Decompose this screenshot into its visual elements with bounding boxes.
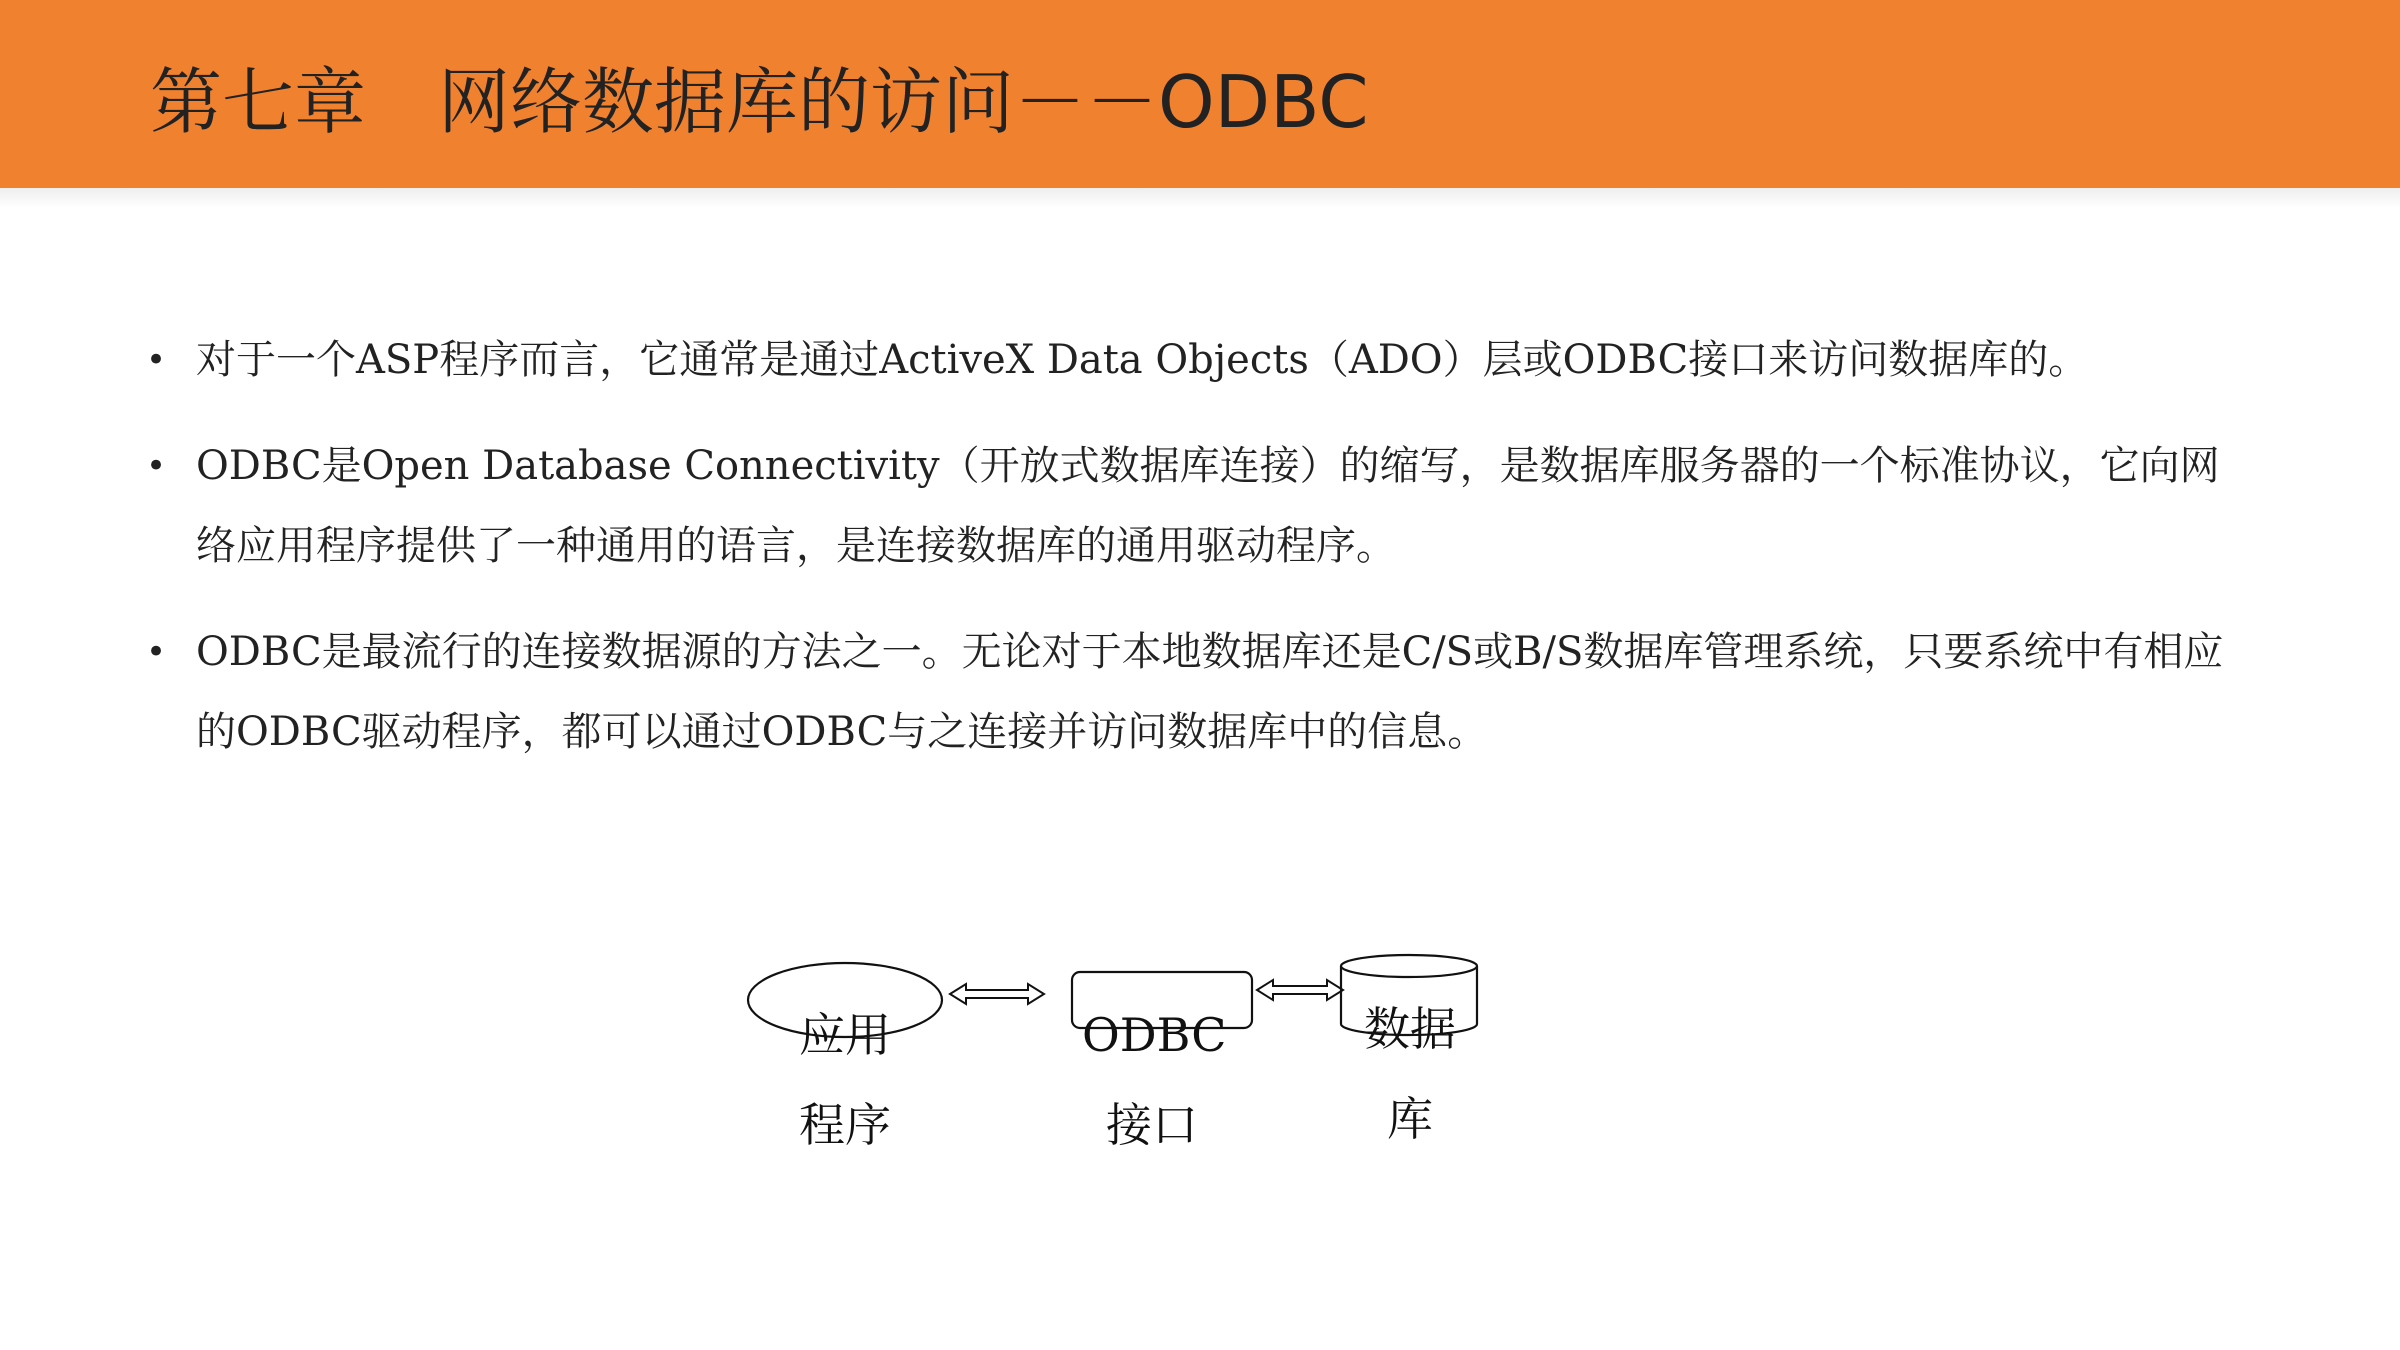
odbc-label-line1: ODBC <box>1082 1008 1227 1062</box>
bullet-item <box>146 320 2226 400</box>
application-label-line1: 应用 <box>799 1008 891 1062</box>
odbc-label-line2: 接口 <box>1106 1098 1198 1152</box>
bullet-text: 对于一个ASP程序而言，它通常是通过ActiveX Data Objects（ADO）层或ODBC接口来访问数据库的。 <box>196 337 2089 383</box>
bullet-text: ODBC是最流行的连接数据源的方法之一。无论对于本地数据库还是C/S或B/S数据库管理系统，只要系统中有相应的ODBC驱动程序，都可以通过ODBC与之连接并访问数据库中的信息。 <box>196 629 2224 755</box>
double-arrow-icon <box>950 984 1044 1004</box>
bullet-dot-icon: • <box>146 340 167 380</box>
application-label <box>785 990 905 1170</box>
application-label-line2: 程序 <box>799 1098 891 1152</box>
double-arrow-icon <box>1257 980 1343 1000</box>
bullet-item <box>146 612 2226 772</box>
header-divider <box>0 188 2400 208</box>
database-label-line1: 数据 <box>1364 1002 1456 1056</box>
bullet-dot-icon: • <box>146 446 167 486</box>
bullet-list <box>146 320 2226 798</box>
odbc-architecture-diagram <box>700 920 1550 1180</box>
slide-title: 第七章 网络数据库的访问－－ODBC <box>150 60 1369 144</box>
database-label <box>1350 984 1470 1164</box>
odbc-label <box>1082 990 1227 1170</box>
database-label-line2: 库 <box>1387 1092 1433 1146</box>
bullet-item <box>146 426 2226 586</box>
bullet-text: ODBC是Open Database Connectivity（开放式数据库连接）的缩写，是数据库服务器的一个标准协议，它向网络应用程序提供了一种通用的语言，是连接数据库的通用驱动程序。 <box>196 443 2220 569</box>
bullet-dot-icon: • <box>146 632 167 672</box>
